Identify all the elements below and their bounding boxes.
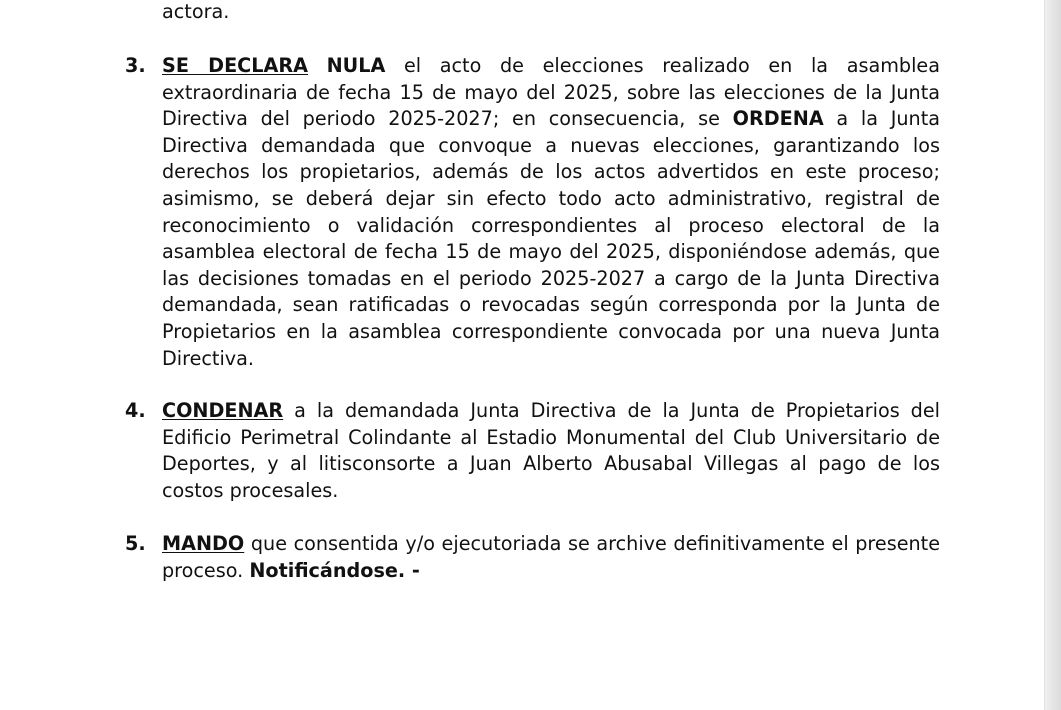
item-lead-keyword: MANDO — [162, 532, 245, 555]
item-text: a la demandada Junta Directiva de la Junta de Propietarios del Edificio Perimetral Colindante al Estadio Monumental del Club Universitario de Deportes, y al litisconsorte a Juan Alberto Abusabal Villegas al pago de los costos procesales. — [162, 399, 940, 502]
previous-paragraph-tail — [162, 0, 940, 26]
item-number: 3. — [125, 54, 146, 77]
previous-paragraph-text: actora. — [162, 0, 230, 23]
item-lead-keyword-2: NULA — [326, 54, 386, 77]
item-body — [162, 531, 940, 584]
item-body — [162, 53, 940, 372]
item-emphasis: ORDENA — [732, 107, 824, 131]
item-body — [162, 398, 940, 504]
item-text-continued: a la Junta Directiva demandada que convoque a nuevas elecciones, garantizando los derechos los propietarios, además de los actos advertidos en este proceso; asimismo, se deberá dejar sin efecto todo acto administrativo, registral de reconocimiento o validación correspondientes al proceso electoral de la asamblea electoral de fecha 15 de mayo del 2025, disponiéndose además, que las decisiones tomadas en el periodo 2025-2027 a cargo de la Junta Directiva demandada, sean ratificadas o revocadas según corresponda por la Junta de Propietarios en la asamblea correspondiente convocada por una nueva Junta Directiva. — [162, 107, 941, 370]
item-number: 4. — [125, 399, 146, 422]
viewer-scroll-edge[interactable] — [1044, 0, 1061, 710]
item-lead-keyword: SE DECLARA — [162, 54, 308, 77]
item-number: 5. — [125, 532, 146, 555]
item-lead-keyword: CONDENAR — [162, 399, 284, 422]
item-text: el acto de elecciones realizado en la asamblea extraordinaria de fecha 15 de mayo del 2025, sobre las elecciones de la Junta Directiva del periodo 2025-2027; en consecuencia, se — [162, 54, 940, 131]
item-emphasis: Notificándose. - — [249, 558, 420, 582]
item-text: que consentida y/o ejecutoriada se archive definitivamente el presente proceso. — [162, 532, 940, 582]
